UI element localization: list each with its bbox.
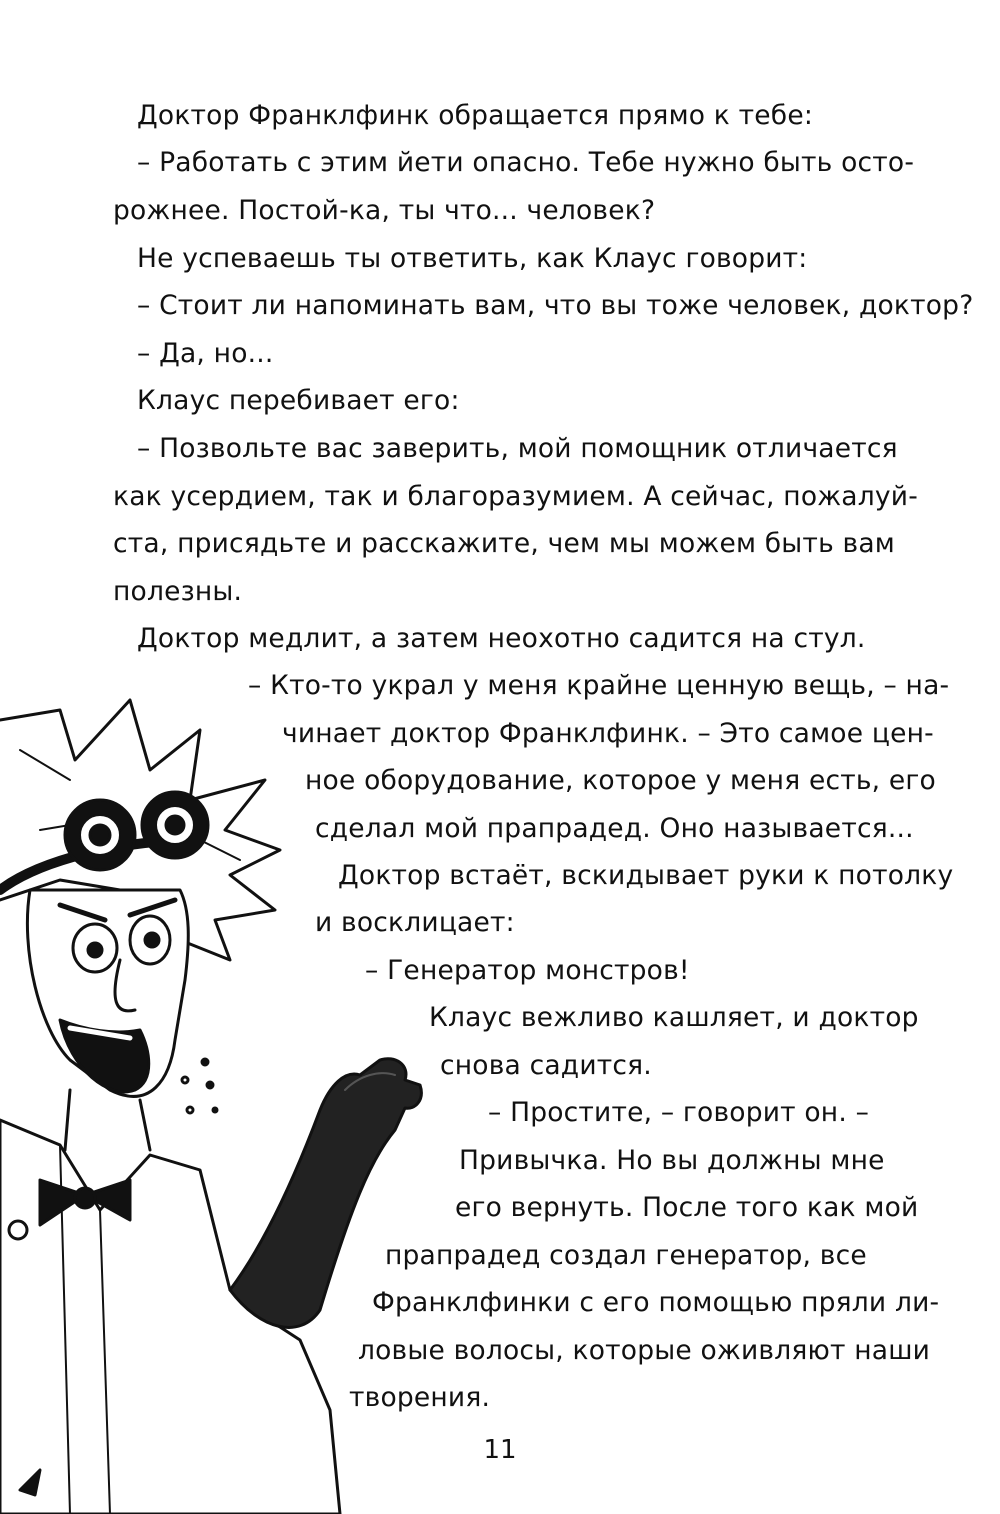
text-line: Клаус перебивает его: <box>137 385 460 416</box>
text-line: Доктор Франклфинк обращается прямо к тебе: <box>137 100 813 131</box>
text-line: Франклфинки с его помощью пряли ли- <box>372 1287 940 1318</box>
text-line: ста, присядьте и расскажите, чем мы можем быть вам <box>113 528 895 559</box>
text-line: рожнее. Постой-ка, ты что... человек? <box>113 195 656 226</box>
text-line: Доктор встаёт, вскидывает руки к потолку <box>338 860 954 891</box>
text-line: – Стоит ли напоминать вам, что вы тоже человек, доктор? <box>137 290 974 321</box>
page-number: 11 <box>483 1435 517 1465</box>
text-line: Клаус вежливо кашляет, и доктор <box>429 1002 919 1033</box>
text-line: – Да, но... <box>137 338 274 369</box>
text-line: его вернуть. После того как мой <box>455 1192 919 1223</box>
text-line: полезны. <box>113 576 243 607</box>
text-line: и восклицает: <box>315 907 515 938</box>
text-line: – Работать с этим йети опасно. Тебе нужно быть осто- <box>137 147 915 178</box>
text-line: Не успеваешь ты ответить, как Клаус говорит: <box>137 243 808 274</box>
text-line: – Кто-то украл у меня крайне ценную вещь, – на- <box>248 670 950 701</box>
text-line: Доктор медлит, а затем неохотно садится на стул. <box>137 623 866 654</box>
text-line: Привычка. Но вы должны мне <box>459 1145 885 1176</box>
text-line: чинает доктор Франклфинк. – Это самое цен- <box>282 718 934 749</box>
text-line: – Позвольте вас заверить, мой помощник отличается <box>137 433 898 464</box>
text-line: снова садится. <box>440 1050 652 1081</box>
text-line: творения. <box>349 1382 491 1413</box>
text-line: ловые волосы, которые оживляют наши <box>358 1335 931 1366</box>
text-line: ное оборудование, которое у меня есть, его <box>305 765 936 796</box>
text-line: – Генератор монстров! <box>365 955 690 986</box>
text-line: сделал мой прапрадед. Оно называется... <box>315 813 914 844</box>
text-line: прапрадед создал генератор, все <box>385 1240 867 1271</box>
text-line: как усердием, так и благоразумием. А сейчас, пожалуй- <box>113 481 918 512</box>
text-line: – Простите, – говорит он. – <box>488 1097 870 1128</box>
